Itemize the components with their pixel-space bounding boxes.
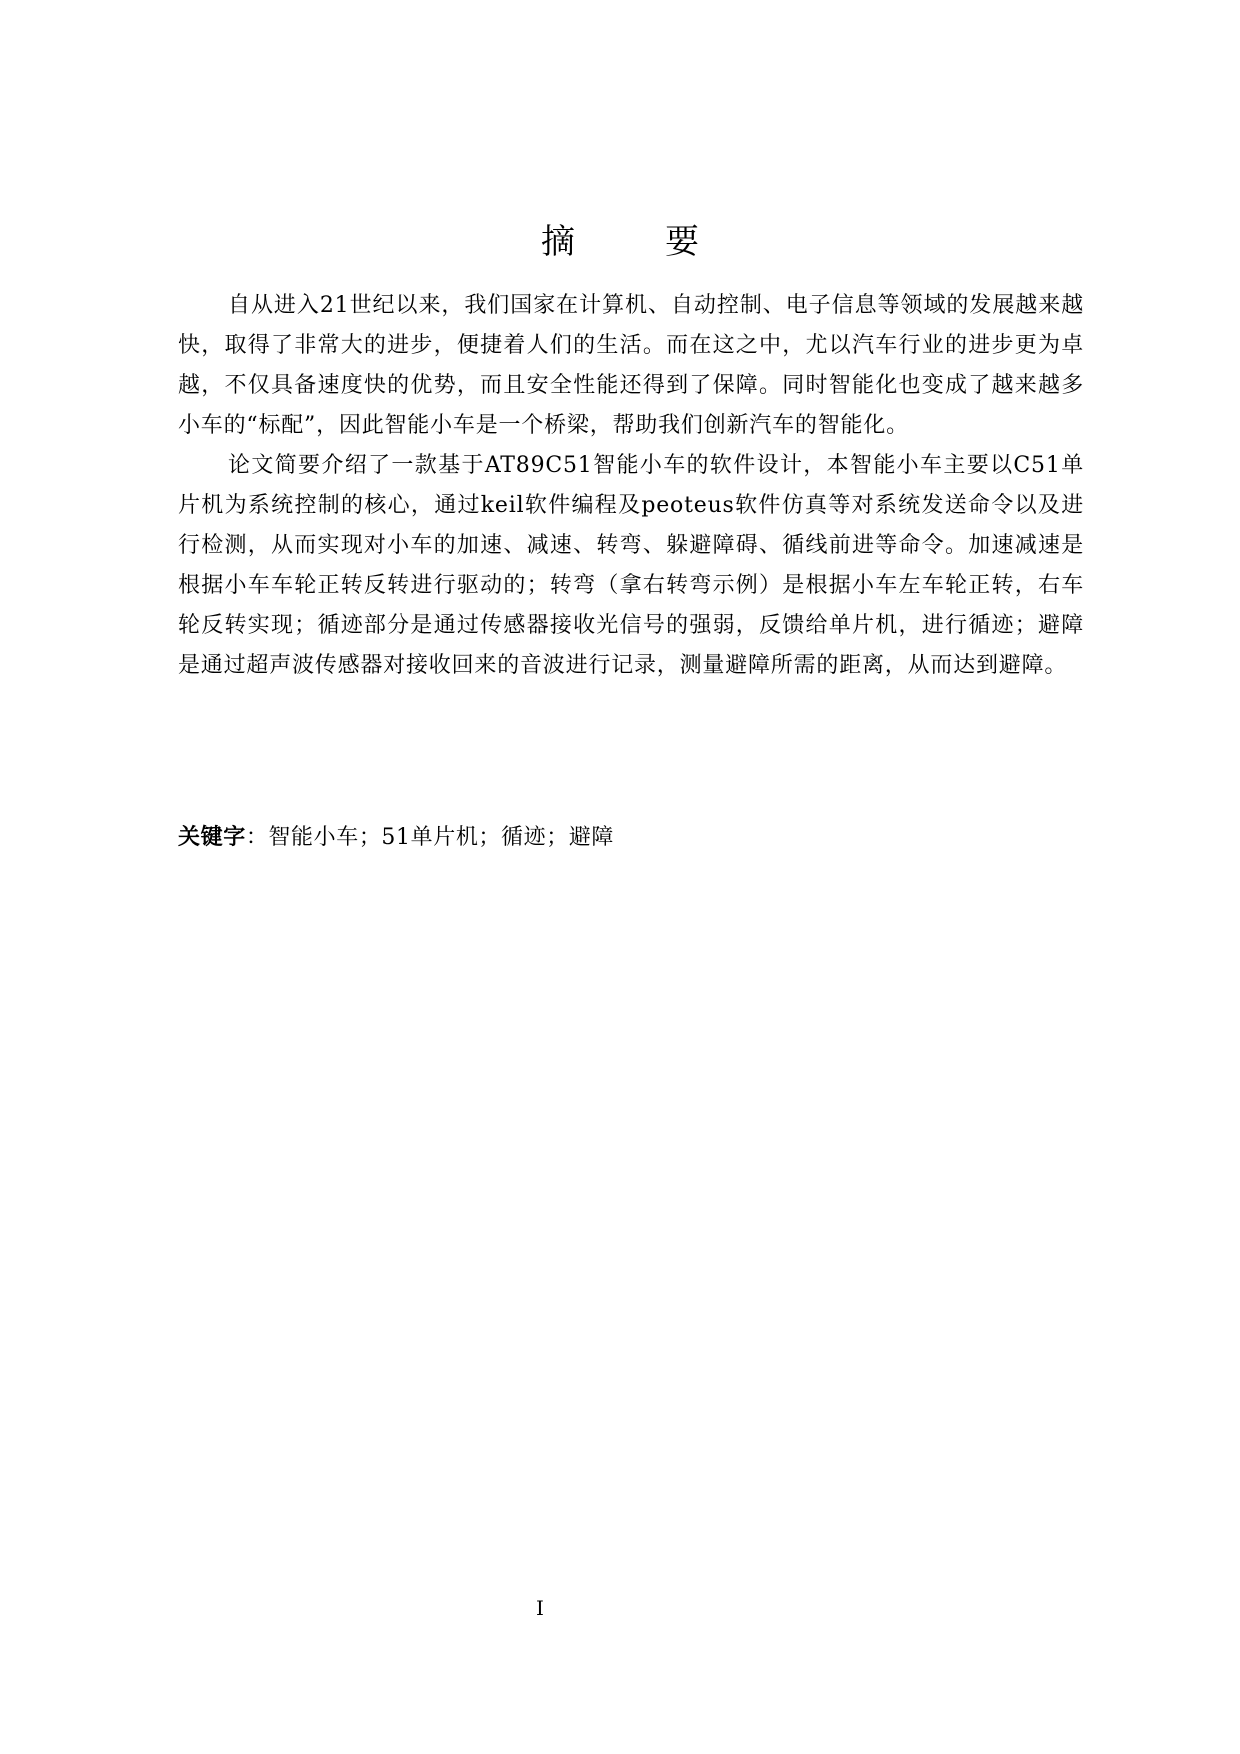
- keywords-text: 智能小车；51单片机；循迹；避障: [268, 825, 615, 850]
- keywords-separator: ：: [245, 825, 269, 850]
- abstract-title: 摘 要: [541, 222, 727, 262]
- page-number: I: [536, 1596, 544, 1620]
- keywords-label: 关键字: [178, 825, 246, 850]
- abstract-paragraph-2: 论文简要介绍了一款基于AT89C51智能小车的软件设计，本智能小车主要以C51单片机为系统控制的核心，通过keil软件编程及peoteus软件仿真等对系统发送命令以及进行检测，从而实现对小车的加速、减速、转弯、躲避障碍、循线前进等命令。加速减速是根据小车车轮正转反转进行驱动的；转弯（拿右转弯示例）是根据小车左车轮正转，右车轮反转实现；循迹部分是通过传感器接收光信号的强弱，反馈给单片机，进行循迹；避障是通过超声波传感器对接收回来的音波进行记录，测量避障所需的距离，从而达到避障。: [178, 453, 1084, 678]
- keywords-line: [178, 818, 614, 858]
- abstract-body: [178, 286, 1084, 686]
- abstract-paragraph-1: 自从进入21世纪以来，我们国家在计算机、自动控制、电子信息等领域的发展越来越快，取得了非常大的进步，便捷着人们的生活。而在这之中，尤以汽车行业的进步更为卓越，不仅具备速度快的优势，而且安全性能还得到了保障。同时智能化也变成了越来越多小车的“标配”，因此智能小车是一个桥梁，帮助我们创新汽车的智能化。: [178, 293, 1084, 438]
